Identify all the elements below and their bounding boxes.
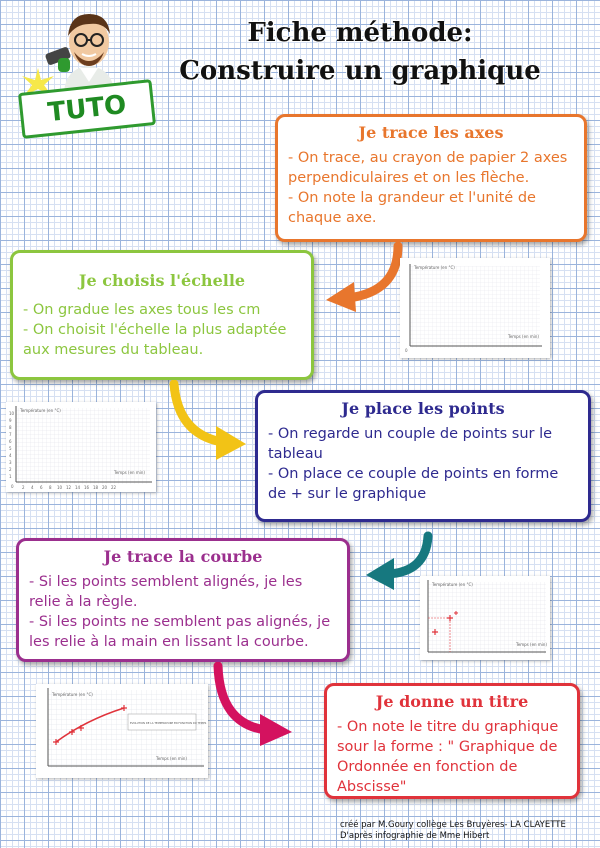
mini2-ytick: 4 — [9, 453, 12, 458]
arrow-curve-to-title — [210, 662, 300, 748]
mini2-y-ticks — [9, 411, 15, 479]
mini2-ytick: 1 — [9, 474, 12, 479]
mini2-ytick: 8 — [9, 425, 12, 430]
mini2-ytick: 3 — [9, 460, 12, 465]
mini2-xtick: 22 — [111, 485, 117, 490]
mini2-ytick: 9 — [9, 418, 12, 423]
mini2-ytick: 5 — [9, 446, 12, 451]
mini2-ytick: 6 — [9, 439, 12, 444]
mini1-origin: 0 — [405, 348, 408, 353]
step-title-points: Je place les points — [341, 399, 505, 418]
mini2-ytick: 2 — [9, 467, 12, 472]
arrow-scale-to-points — [166, 380, 256, 470]
step-text-axes-2: - On note la grandeur et l'unité de chaque axe. — [288, 190, 536, 226]
page-title-line2: Construire un graphique — [179, 56, 541, 86]
mini4-xlabel: Temps (en min) — [156, 756, 187, 761]
mini2-ylabel: Température (en °C) — [20, 408, 61, 413]
tuto-badge: TUTO — [18, 79, 156, 139]
mini2-ytick: 7 — [9, 432, 12, 437]
step-text-points-1: - On regarde un couple de points sur le tableau — [268, 426, 553, 462]
step-card-axes — [275, 114, 587, 242]
step-text-axes-1: - On trace, au crayon de papier 2 axes perpendiculaires et on les flèche. — [288, 150, 568, 186]
step-text-points-2: - On place ce couple de points en forme de + sur le graphique — [268, 466, 559, 502]
mini2-xlabel: Temps (en min) — [114, 470, 145, 475]
mini2-xtick: 2 — [22, 485, 25, 490]
mini-chart-axes — [400, 258, 550, 358]
step-text-curve-2: - Si les points ne semblent pas alignés, je les relie à la main en lissant la courbe. — [29, 614, 331, 650]
page-title-line1: Fiche méthode: — [247, 18, 473, 48]
step-title-title: Je donne un titre — [375, 692, 529, 711]
mini2-x-ticks — [22, 485, 117, 490]
step-title-curve: Je trace la courbe — [103, 547, 263, 566]
mini2-xtick: 6 — [40, 485, 43, 490]
step-card-title — [324, 683, 580, 799]
mini2-origin: 0 — [11, 484, 14, 489]
credit-line1: créé par M.Goury collège Les Bruyères- LA CLAYETTE — [340, 820, 566, 830]
mini2-xtick: 18 — [93, 485, 99, 490]
mini2-xtick: 16 — [84, 485, 90, 490]
mini-chart-curve — [36, 684, 208, 778]
step-text-title-1: - On note le titre du graphique sour la forme : " Graphique de Ordonnée en fonction de Abscisse" — [337, 719, 559, 795]
step-text-scale-2: - On choisit l'échelle la plus adaptée aux mesures du tableau. — [23, 322, 287, 358]
step-text-curve-1: - Si les points semblent alignés, je les relie à la règle. — [29, 574, 303, 610]
mini-chart-scale — [6, 402, 156, 492]
mini2-xtick: 4 — [31, 485, 34, 490]
mini2-ytick: 10 — [9, 411, 15, 416]
step-text-scale-1: - On gradue les axes tous les cm — [23, 302, 261, 318]
step-title-axes: Je trace les axes — [358, 123, 504, 142]
mini4-caption: EVOLUTION DE LA TEMPERATURE EN FONCTION DU TEMPS — [130, 722, 207, 725]
step-title-scale: Je choisis l'échelle — [78, 271, 246, 290]
mini2-xtick: 10 — [57, 485, 63, 490]
step-card-points — [255, 390, 591, 522]
mini2-xtick: 12 — [66, 485, 72, 490]
arrow-axes-to-scale — [318, 240, 410, 320]
mini1-ylabel: Température (en °C) — [414, 265, 455, 270]
mini-chart-points — [420, 576, 550, 660]
mini3-xlabel: Temps (en min) — [516, 642, 547, 647]
mini1-xlabel: Temps (en min) — [508, 334, 539, 339]
mini2-xtick: 14 — [75, 485, 81, 490]
mini3-ylabel: Température (en °C) — [432, 582, 473, 587]
credit-line2: D'après infographie de Mme Hibert — [340, 831, 490, 841]
mini2-xtick: 20 — [102, 485, 108, 490]
step-card-curve — [16, 538, 350, 662]
mini4-ylabel: Température (en °C) — [52, 692, 93, 697]
mini2-xtick: 8 — [49, 485, 52, 490]
step-card-scale — [10, 250, 314, 380]
credit — [340, 820, 596, 842]
